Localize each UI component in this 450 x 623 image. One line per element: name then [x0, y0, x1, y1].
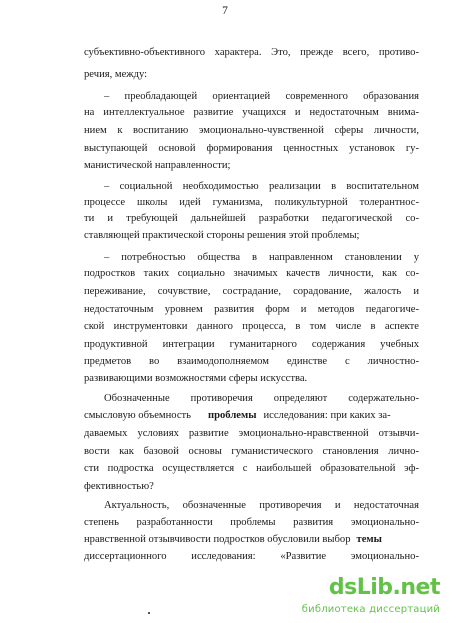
text-line: – потребностью общества в направленном становлении у [104, 252, 419, 263]
text-segment: смысловую объемность [84, 410, 192, 421]
text-line: манистической направленности; [84, 160, 231, 171]
text-line: степень разработанности проблемы развития эмоционально- [84, 517, 419, 528]
text-line: диссертационного исследования: «Развитие эмоционально- [84, 551, 419, 562]
text-line: фективностью? [84, 481, 154, 492]
text-line: Обозначенные противоречия определяют содержательно- [104, 393, 419, 404]
text-line: предметов во взаимодополняемом единстве с личностно- [84, 356, 419, 367]
text-line: речия, между: [84, 69, 148, 80]
text-line: вости как базовой основы гуманистического становления лично- [84, 446, 419, 457]
text-line: продуктивной интеграции гуманитарного содержания учебных [84, 339, 419, 350]
text-line-with-bold [84, 409, 419, 422]
text-line: подростков таких социально значимых качеств личности, как со- [84, 268, 419, 279]
keyword-bold: проблемы [208, 410, 257, 421]
text-line: выступающей основой формирования ценностных установок гу- [84, 143, 419, 154]
text-line: нием к воспитанию эмоционально-чувственной сферы личности, [84, 125, 419, 136]
text-line: ти и требующей дальнейшей разработки педагогической со- [84, 213, 419, 224]
keyword-bold: темы [356, 534, 382, 545]
watermark-caption: библиотека диссертаций [301, 604, 440, 615]
text-line: субъективно-объективного характера. Это, прежде всего, противо- [84, 47, 419, 58]
text-line: переживание, сочувствие, сострадание, сорадование, жалость и [84, 286, 419, 297]
text-line: сти подростка осуществляется с наибольшей образовательной эф- [84, 463, 419, 474]
text-line: даваемых условиях развитие эмоционально-нравственной отзывчи- [84, 428, 419, 439]
watermark [286, 572, 450, 622]
text-line: ской инструментовки данного процесса, в том числе в аспекте [84, 321, 419, 332]
text-line: недостаточным уровнем развития форм и методов педагогиче- [84, 304, 419, 315]
text-segment: исследования: при каких за- [263, 410, 391, 421]
text-line: – преобладающей ориентацией современного образования [104, 91, 419, 102]
text-line: Актуальность, обозначенные противоречия и недостаточная [104, 500, 419, 511]
text-line: процессе школы идей гуманизма, поликультурной толерантнос- [84, 197, 419, 208]
watermark-logo: dsLib.net [328, 575, 440, 600]
text-line: на интеллектуальное развитие учащихся и недостаточным внима- [84, 107, 419, 118]
scan-speck [148, 612, 150, 614]
text-line: ставляющей практической стороны решения этой проблемы; [84, 230, 360, 241]
page-number: 7 [222, 5, 228, 17]
text-line: развивающими возможностями сферы искусства. [84, 373, 308, 384]
text-line: – социальной необходимостью реализации в воспитательном [104, 181, 419, 192]
text-line-with-bold [84, 533, 419, 546]
text-segment: нравственной отзывчивости подростков обусловили выбор [84, 534, 351, 545]
